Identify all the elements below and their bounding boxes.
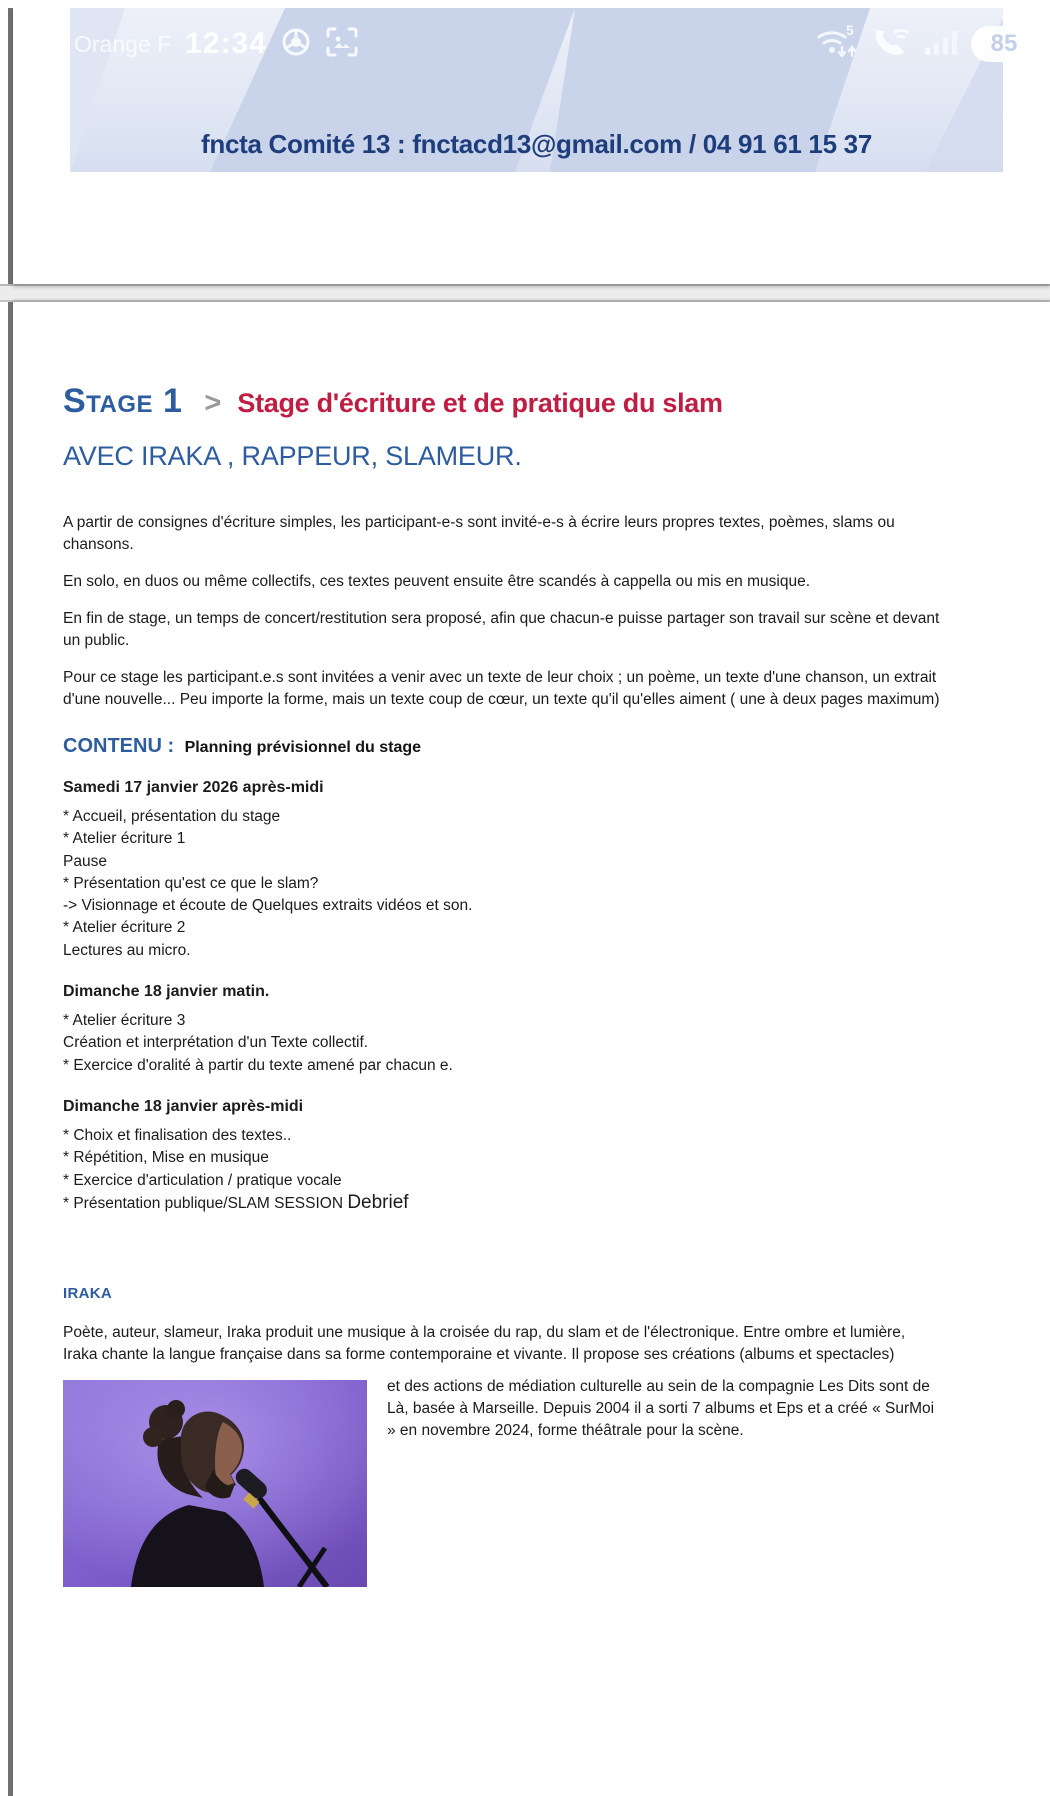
battery-indicator <box>971 26 1037 62</box>
chrome-icon <box>281 27 311 62</box>
schedule-item: * Atelier écriture 3 <box>63 1012 186 1030</box>
contenu-text: Planning prévisionnel du stage <box>184 739 422 756</box>
schedule-heading: Samedi 17 janvier 2026 après-midi <box>63 779 324 796</box>
iraka-photo <box>63 1380 367 1587</box>
schedule-item <box>63 1192 943 1215</box>
clock: 12:34 <box>185 27 267 60</box>
signal-bars-icon <box>924 27 958 62</box>
schedule-item: * Exercice d'oralité à partir du texte amené par chacun e. <box>63 1056 453 1074</box>
schedule-item: * Répétition, Mise en musique <box>63 1149 269 1167</box>
wifi-calling-icon <box>871 24 911 65</box>
schedule-item: -> Visionnage et écoute de Quelques extraits vidéos et son. <box>63 897 473 915</box>
schedule-sunday-morning <box>63 983 943 1077</box>
schedule-saturday <box>63 779 943 962</box>
stage-title-row <box>63 382 943 421</box>
schedule-heading: Dimanche 18 janvier matin. <box>63 983 270 1001</box>
schedule-sunday-afternoon <box>63 1098 943 1215</box>
schedule-item-text: * Présentation publique/SLAM SESSION <box>63 1194 348 1212</box>
bio-intro-text: Poète, auteur, slameur, Iraka produit une musique à la croisée du rap, du slam et de l'électronique. Entre ombre et lumière, Iraka chante la langue française dans sa forme contemporaine et vivante. Il propose ses créations (albums et spectacles) <box>63 1324 906 1364</box>
paragraph: A partir de consignes d'écriture simples, les participant-e-s sont invité-e-s à écrire leurs propres textes, poèmes, slams ou chansons. <box>63 514 895 553</box>
page-break-gap <box>0 284 1050 302</box>
schedule-heading: Dimanche 18 janvier après-midi <box>63 1097 304 1115</box>
schedule-item: * Accueil, présentation du stage <box>63 808 281 825</box>
contenu-label: CONTENU : <box>63 735 175 757</box>
paragraph: En fin de stage, un temps de concert/restitution sera proposé, afin que chacun-e puisse partager son travail sur scène et devant un public. <box>63 610 940 649</box>
workshop-subtitle: AVEC IRAKA , RAPPEUR, SLAMEUR. <box>63 441 522 471</box>
bio-photo-and-text <box>63 1376 943 1595</box>
paragraph: Pour ce stage les participant.e.s sont invitées a venir avec un texte de leur choix ; un poème, un texte d'une chanson, un extrait d'une nouvelle... Peu importe la forme, mais un texte coup de cœur, un texte qu'il qu'elles aiment ( une à deux pages maximum) <box>63 669 940 708</box>
schedule-item: * Présentation qu'est ce que le slam? <box>63 874 319 892</box>
schedule-items <box>63 1125 943 1215</box>
screen-capture-icon <box>325 26 359 63</box>
svg-text:5: 5 <box>846 22 854 38</box>
schedule-item: * Atelier écriture 1 <box>63 830 186 848</box>
paragraph: En solo, en duos ou même collectifs, ces textes peuvent ensuite être scandés à cappella ou mis en musique. <box>63 573 811 590</box>
schedule-items <box>63 806 943 962</box>
workshop-title: Stage d'écriture et de pratique du slam <box>237 388 723 418</box>
contenu-row <box>63 735 943 758</box>
schedule-item: Pause <box>63 852 107 870</box>
bio-heading: IRAKA <box>63 1285 112 1303</box>
intro-paragraphs <box>63 512 943 711</box>
wifi-5ghz-arrows-icon <box>816 23 858 66</box>
debrief-emphasis: Debrief <box>347 1191 409 1213</box>
stage-number-label: Stage 1 <box>63 382 183 420</box>
schedule-item: Lectures au micro. <box>63 941 191 959</box>
chevron-separator: > <box>204 387 222 419</box>
schedule-item: * Atelier écriture 2 <box>63 919 186 937</box>
schedule-item: Création et interprétation d'un Texte collectif. <box>63 1034 369 1052</box>
fncta-contact-line: fncta Comité 13 : fnctacd13@gmail.com / 04 91 61 15 37 <box>201 129 872 159</box>
battery-percent: 85 <box>990 30 1018 57</box>
pdf-page-2 <box>13 302 1050 1796</box>
carrier-label: Orange F <box>74 30 172 57</box>
schedule-item: * Exercice d'articulation / pratique vocale <box>63 1171 342 1189</box>
schedule-item: * Choix et finalisation des textes.. <box>63 1126 292 1144</box>
schedule-items <box>63 1010 943 1077</box>
bio-block <box>63 1322 943 1595</box>
status-bar <box>70 18 1045 70</box>
bio-wrapped-text: et des actions de médiation culturelle au sein de la compagnie Les Dits sont de Là, basée à Marseille. Depuis 2004 il a sorti 7 albums et Eps et a créé « SurMoi » en novembre 2024, forme théâtrale pour la scène. <box>387 1378 935 1440</box>
